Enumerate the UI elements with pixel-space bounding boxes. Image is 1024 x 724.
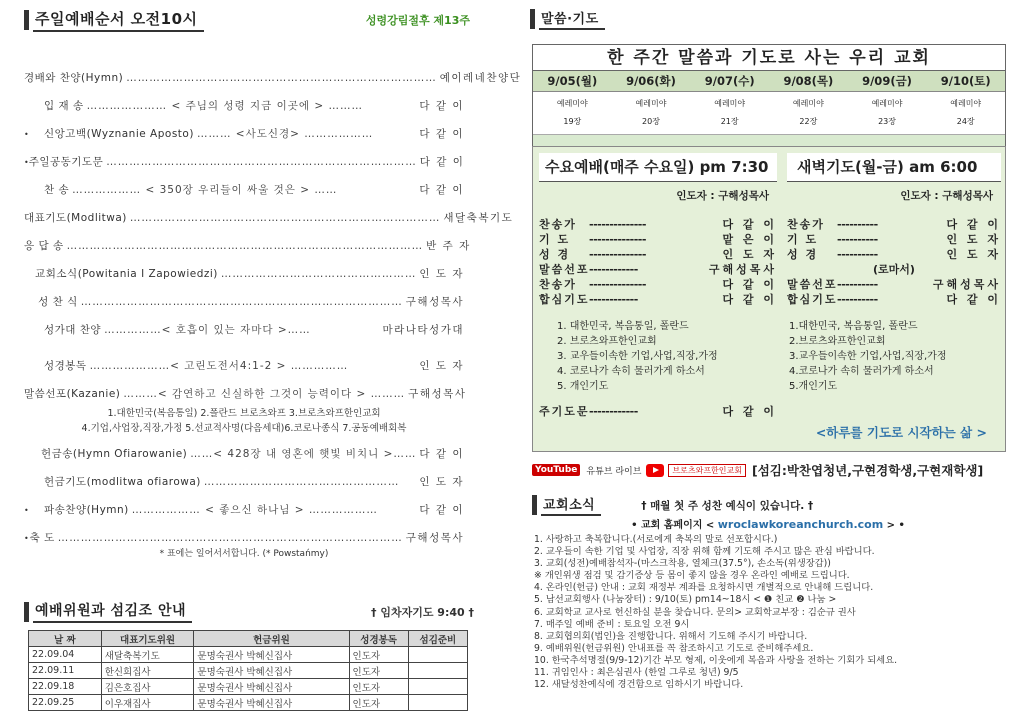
line-dash: -------------- [589, 218, 646, 231]
news-item: 2. 교우들이 속한 기업 및 사업장, 직장 위해 함께 기도해 주시고 많은 관심 바랍니다. [534, 546, 875, 558]
table-row [29, 695, 468, 711]
line-key: 기 도 [539, 233, 571, 246]
order-leader-dots: ……< 428장 내 영혼에 햇빛 비치니 >…… [190, 448, 417, 460]
line-key: 찬송가 [539, 218, 577, 231]
day-reading [690, 92, 769, 134]
line-key: 기 도 [787, 233, 819, 246]
table-cell: 인도자 [349, 679, 408, 695]
order-leader-dots: …………………< 고린도전서4:1-2 > …………… [89, 360, 349, 372]
prayer-topics-line: 4.기업,사업장,직장,가정 5.선교적사명(다음세대)6.코로나종식 7.공동예배회복 [81, 423, 407, 434]
news-item: 10. 한국추석명절(9/9-12)기간 부모 형제, 이웃에게 복음과 사랑을 전하는 기회가 되세요. [534, 654, 898, 666]
order-item-name: 찬 송 [44, 184, 70, 196]
table-cell [408, 663, 467, 679]
sermon-prayer-topics [24, 406, 464, 436]
table-cell: 새달축복기도 [101, 647, 194, 663]
order-item-leader: 구해성목사 [408, 388, 467, 400]
service-order-line [787, 217, 1001, 232]
order-item-leader: 예이레네찬양단 [439, 72, 522, 84]
prayer-section-title: 말씀·기도 [539, 8, 605, 30]
news-item: 7. 매주일 예배 준비 : 토요일 오전 9시 [534, 618, 690, 630]
roles-header [24, 600, 474, 623]
line-value: 맡 은 이 [722, 233, 777, 246]
streaming-staff: [섬김:박찬엽청년,구현경학생,구현재학생] [751, 463, 984, 478]
order-leader-dots: …………………………………………… [220, 268, 417, 280]
section-bar [530, 9, 535, 29]
worship-order-item [24, 496, 464, 524]
order-item-leader: 다 같 이 [419, 100, 464, 112]
line-value: 인 도 자 [946, 248, 1001, 261]
worship-order-item [24, 468, 464, 496]
order-leader-dots: …………………………………………… [203, 476, 400, 488]
weekday-row [533, 71, 1005, 92]
line-value: 다 같 이 [946, 218, 1001, 231]
order-item-leader: 다 같 이 [419, 448, 464, 460]
worship-order-item [24, 232, 471, 260]
homepage-prefix: • 교회 홈페이지 < [631, 520, 715, 531]
order-item-leader: 인 도 자 [419, 476, 464, 488]
order-leader-dots: ………………………………………………………………………… [80, 296, 403, 308]
table-cell [408, 695, 467, 711]
table-cell: 22.09.18 [29, 679, 102, 695]
news-item: 8. 교회협의회(법인)을 진행합니다. 위해서 기도해 주시기 바랍니다. [534, 630, 808, 642]
reading-chapter: 24장 [956, 117, 975, 126]
reading-book: 예레미야 [556, 99, 588, 108]
worship-order-item [24, 148, 464, 176]
youtube-live-label: 유튜브 라이브 [586, 466, 642, 477]
service-order-line [539, 292, 777, 307]
news-item: ※ 개인위생 점검 및 감기증상 등 몸이 좋지 않을 경우 온라인 예배로 드립니다. [534, 570, 850, 582]
order-item-leader: 다 같 이 [419, 156, 465, 168]
prayer-topics-line: 1.대한민국(복음통일) 2.폴란드 브로츠와프 3.브로츠와프한인교회 [107, 408, 381, 419]
table-cell: 인도자 [349, 647, 408, 663]
service-order-line [539, 217, 777, 232]
news-item: 4. 온라인(헌금) 안내 : 교회 재정부 계좌를 요청하시면 개별적으로 안내해 드립니다. [534, 582, 874, 594]
order-leader-dots: ……………… < 좋으신 하나님 > ……………… [131, 504, 378, 516]
worship-order-item [24, 288, 464, 316]
news-item: 1. 사랑하고 축복합니다.(서로에게 축복의 말로 선포합시다.) [534, 534, 778, 545]
dawn-prayer-list [787, 319, 1001, 394]
worship-order-item [24, 380, 467, 408]
line-key: 말씀선포 [539, 263, 590, 276]
order-item-leader: 다 같 이 [419, 504, 464, 516]
reading-book: 예레미야 [635, 99, 667, 108]
order-item-name: 성가대 찬양 [44, 324, 102, 336]
youtube-logo-icon: YouTube [532, 464, 580, 476]
table-cell [408, 679, 467, 695]
day-date: 9/09(금) [862, 74, 912, 88]
order-leader-dots: ……………………………………………………………………… [126, 72, 437, 84]
prayer-topic: 5. 개인기도 [557, 381, 609, 392]
weekday-services-box [532, 146, 1006, 452]
news-item: 5. 남선교회행사 (나눔장터) : 9/10(토) pm14~18시 < ❶ 친교 ❷ 나눔 > [534, 594, 837, 606]
table-cell: 문명숙권사 박혜신집사 [194, 695, 349, 711]
prayer-topic: 2.브로츠와프한인교회 [789, 336, 886, 347]
line-dash: ------------ [589, 263, 638, 276]
order-item-name: 성경봉독 [44, 360, 87, 372]
table-row [29, 647, 468, 663]
prayer-topic: 1.대한민국, 복음통일, 폴란드 [789, 321, 918, 332]
church-season: 성령강림절후 제13주 [365, 14, 470, 27]
day-date: 9/07(수) [704, 74, 755, 88]
order-item-name: 말씀선포(Kazanie) [24, 388, 121, 400]
order-item-leader: 다 같 이 [419, 184, 464, 196]
order-item-name: 경배와 찬양(Hymn) [24, 72, 124, 84]
line-key: 성 경 [539, 248, 571, 261]
prayer-topic: 2. 브로츠와프한인교회 [557, 336, 657, 347]
worship-order-title: 주일예배순서 오전10시 [33, 8, 204, 32]
service-order-line [539, 277, 777, 292]
order-item-name: 대표기도(Modlitwa) [24, 212, 127, 224]
weekly-reading-title: 한 주간 말씀과 기도로 사는 우리 교회 [533, 45, 1005, 71]
dawn-title: 새벽기도(월-금) am 6:00 [787, 153, 1001, 182]
day-date: 9/08(목) [783, 74, 834, 88]
day-date: 9/10(토) [940, 74, 991, 88]
order-item-leader: 구해성목사 [405, 532, 464, 544]
day-reading [926, 92, 1005, 134]
reading-chapter: 20장 [642, 117, 660, 126]
order-item-name: 응 답 송 [24, 240, 64, 252]
line-value: 구해성목사 [708, 263, 777, 276]
order-item-name: 주일공동기도문 [28, 156, 104, 168]
day-reading [848, 92, 927, 134]
dawn-leader: 인도자 : 구해성목사 [900, 190, 993, 202]
homepage-link[interactable]: wroclawkoreanchurch.com [717, 518, 884, 531]
order-leader-dots: ……………………………………………………………………………… [57, 532, 403, 544]
reading-row [533, 92, 1005, 134]
homepage-suffix: > • [886, 520, 905, 531]
worship-order-item [24, 64, 522, 92]
line-value: 다 같 이 [722, 218, 777, 231]
service-order-line [787, 292, 1001, 307]
line-value: 다 같 이 [722, 278, 777, 291]
standing-bullet: • [24, 130, 29, 139]
line-dash: -------------- [589, 278, 646, 291]
order-item-leader: 인 도 자 [419, 360, 464, 372]
roles-table [28, 630, 468, 711]
table-cell: 김은호집사 [101, 679, 194, 695]
order-leader-dots: ……… <사도신경> ……………… [196, 128, 374, 140]
play-icon[interactable] [646, 464, 664, 477]
order-item-name: 성 찬 식 [38, 296, 78, 308]
table-cell: 22.09.04 [29, 647, 102, 663]
day-date: 9/06(화) [626, 74, 676, 88]
prayer-header [530, 8, 1010, 30]
order-leader-dots: ……………< 호흡이 있는 자마다 >…… [104, 324, 311, 336]
section-bar [532, 495, 537, 515]
line-value: 인 도 자 [946, 233, 1001, 246]
order-leader-dots: ……………… < 350장 우리들이 싸울 것은 > …… [72, 184, 338, 196]
news-item: 12. 새달성찬예식에 경건함으로 임하시기 바랍니다. [534, 679, 744, 691]
table-cell: 22.09.11 [29, 663, 102, 679]
news-item: 3. 교회(성전)예배참석자-(마스크착용, 열체크(37.5°), 손소독(위생장갑)) [534, 558, 831, 570]
table-header: 헌금위원 [194, 631, 349, 647]
standing-bullet: • [24, 158, 29, 167]
service-order-line [787, 247, 1001, 262]
prayer-topic: 4. 코로나가 속히 물러가게 하소서 [557, 366, 705, 377]
prayer-topic: 1. 대한민국, 복음통일, 폴란드 [557, 321, 689, 332]
roles-title: 예배위원과 섬김조 안내 [33, 600, 192, 623]
order-item-leader: 반 주 자 [426, 240, 471, 252]
dawn-book: (로마서) [873, 263, 915, 276]
line-dash: ---------- [837, 278, 878, 291]
line-key: 말씀선포 [787, 278, 838, 291]
news-item: 6. 교회학교 교사로 헌신하실 분을 찾습니다. 문의> 교회학교부장 : 김순규 권사 [534, 606, 856, 618]
homepage-line [530, 516, 1006, 531]
worship-order-item [24, 176, 464, 204]
service-order-line [787, 232, 1001, 247]
line-dash: ------------ [589, 405, 638, 418]
worship-order-list [24, 64, 522, 559]
order-leader-dots: ………< 감연하고 신실하한 그것이 능력이다 > ……… [123, 388, 406, 400]
order-item-name: 헌금송(Hymn Ofiarowanie) [40, 448, 188, 460]
spacer [24, 344, 464, 352]
line-dash: -------------- [589, 233, 646, 246]
table-header: 섬김준비 [408, 631, 467, 647]
line-value: 다 같 이 [946, 293, 1001, 306]
day-date: 9/05(월) [547, 74, 598, 88]
service-order-line [539, 247, 777, 262]
news-list [534, 534, 1010, 691]
line-key: 주기도문 [539, 405, 590, 418]
line-dash: ---------- [837, 218, 878, 231]
youtube-channel-link[interactable]: 브로츠와프한인교회 [668, 464, 746, 477]
line-value: 다 같 이 [722, 405, 777, 418]
reading-book: 예레미야 [871, 99, 903, 108]
line-key: 성 경 [787, 248, 819, 261]
worship-order-item [24, 316, 464, 344]
section-bar [24, 602, 29, 622]
table-cell: 문명숙권사 박혜신집사 [194, 663, 349, 679]
table-cell: 한신희집사 [101, 663, 194, 679]
standing-bullet: • [24, 506, 29, 515]
line-dash: ---------- [837, 233, 878, 246]
news-header [532, 494, 1008, 516]
worship-order-item [24, 92, 464, 120]
order-item-name: 교회소식(Powitania I Zapowiedzi) [35, 268, 218, 280]
order-item-leader: 새달축복기도 [443, 212, 514, 224]
order-leader-dots: ………………… < 주님의 성령 지금 이곳에 > ……… [86, 100, 363, 112]
order-item-name: 입 재 송 [44, 100, 84, 112]
prayer-motto: <하루를 기도로 시작하는 삶 > [815, 425, 987, 440]
communion-notice: † 매월 첫 주 성찬 예식이 있습니다. † [641, 499, 814, 512]
worship-order-item [24, 120, 464, 148]
table-row [29, 679, 468, 695]
news-item: 9. 예배위원(헌금위원) 안내표를 꼭 참조하시고 기도로 준비해주세요. [534, 642, 814, 654]
line-value: 구해성목사 [932, 278, 1001, 291]
order-item-name: 축 도 [29, 532, 55, 544]
line-key: 합심기도 [539, 293, 590, 306]
service-order-line [539, 262, 777, 277]
line-key: 찬송가 [787, 218, 825, 231]
day-reading [612, 92, 691, 134]
order-leader-dots: ……………………………………………………………………… [106, 156, 417, 168]
order-item-name: 파송찬양(Hymn) [44, 504, 129, 516]
line-key: 찬송가 [539, 278, 577, 291]
prayer-topic: 5.개인기도 [789, 381, 838, 392]
table-cell [408, 647, 467, 663]
order-item-leader: 마라나타성가대 [382, 324, 464, 336]
line-dash: -------------- [589, 248, 646, 261]
weekly-reading-box [532, 44, 1006, 153]
table-cell: 문명숙권사 박혜신집사 [194, 647, 349, 663]
table-cell: 인도자 [349, 663, 408, 679]
section-bar [24, 10, 29, 30]
prayer-topic: 4.코로나가 속히 물러가게 하소서 [789, 366, 934, 377]
table-header: 날 짜 [29, 631, 102, 647]
scripture-ref: † 임차자기도 9:40 † [371, 605, 474, 619]
order-item-leader: 다 같 이 [419, 128, 464, 140]
wednesday-service [539, 153, 777, 419]
table-cell: 문명숙권사 박혜신집사 [194, 679, 349, 695]
day-reading [533, 92, 612, 134]
worship-order-item [24, 352, 464, 380]
wednesday-prayer-list [539, 319, 777, 394]
order-leader-dots: ………………………………………………………………………………… [66, 240, 424, 252]
table-row [29, 663, 468, 679]
news-item: 11. 귀임인사 : 최은심권사 (한얼 그루로 청년) 9/5 [534, 667, 739, 679]
line-dash: ---------- [837, 293, 878, 306]
reading-book: 예레미야 [792, 99, 824, 108]
right-column [530, 8, 1010, 718]
line-value: 다 같 이 [722, 293, 777, 306]
prayer-topic: 3. 교우들이속한 기업,사업,직장,가정 [557, 351, 718, 362]
service-order-line [787, 277, 1001, 292]
reading-book: 예레미야 [714, 99, 746, 108]
order-item-name: 신앙고백(Wyznanie Aposto) [44, 128, 194, 140]
worship-order-item [24, 440, 464, 468]
line-key: 합심기도 [787, 293, 838, 306]
line-value: 인 도 자 [722, 248, 777, 261]
worship-order-item [24, 204, 514, 232]
day-reading [769, 92, 848, 134]
dawn-service [787, 153, 1001, 394]
worship-order-item [24, 260, 464, 288]
table-cell: 인도자 [349, 695, 408, 711]
left-column [24, 8, 522, 718]
reading-book: 예레미야 [950, 99, 982, 108]
youtube-row [532, 460, 1008, 480]
line-dash: ------------ [589, 293, 638, 306]
standing-bullet: • [24, 534, 29, 543]
table-cell: 22.09.25 [29, 695, 102, 711]
order-item-leader: 구해성목사 [405, 296, 464, 308]
line-dash: ---------- [837, 248, 878, 261]
wednesday-leader: 인도자 : 구해성목사 [676, 190, 769, 202]
standing-note: * 표에는 일어서서합니다. (* Powstańmy) [159, 549, 329, 559]
service-order-line [539, 232, 777, 247]
order-leader-dots: ……………………………………………………………………… [129, 212, 441, 224]
order-item-leader: 인 도 자 [419, 268, 464, 280]
reading-chapter: 21장 [720, 117, 739, 126]
wednesday-title: 수요예배(매주 수요일) pm 7:30 [539, 153, 777, 182]
table-cell: 이우재집사 [101, 695, 194, 711]
reading-chapter: 22장 [799, 117, 818, 126]
table-header: 성경봉독 [349, 631, 408, 647]
order-item-name: 헌금기도(modlitwa ofiarowa) [44, 476, 201, 488]
table-header: 대표기도위원 [101, 631, 194, 647]
reading-chapter: 19장 [563, 117, 582, 126]
prayer-topic: 3.교우들이속한 기업,사업,직장,가정 [789, 351, 947, 362]
lords-prayer-line [539, 404, 777, 419]
reading-chapter: 23장 [878, 117, 896, 126]
news-title: 교회소식 [541, 494, 601, 516]
